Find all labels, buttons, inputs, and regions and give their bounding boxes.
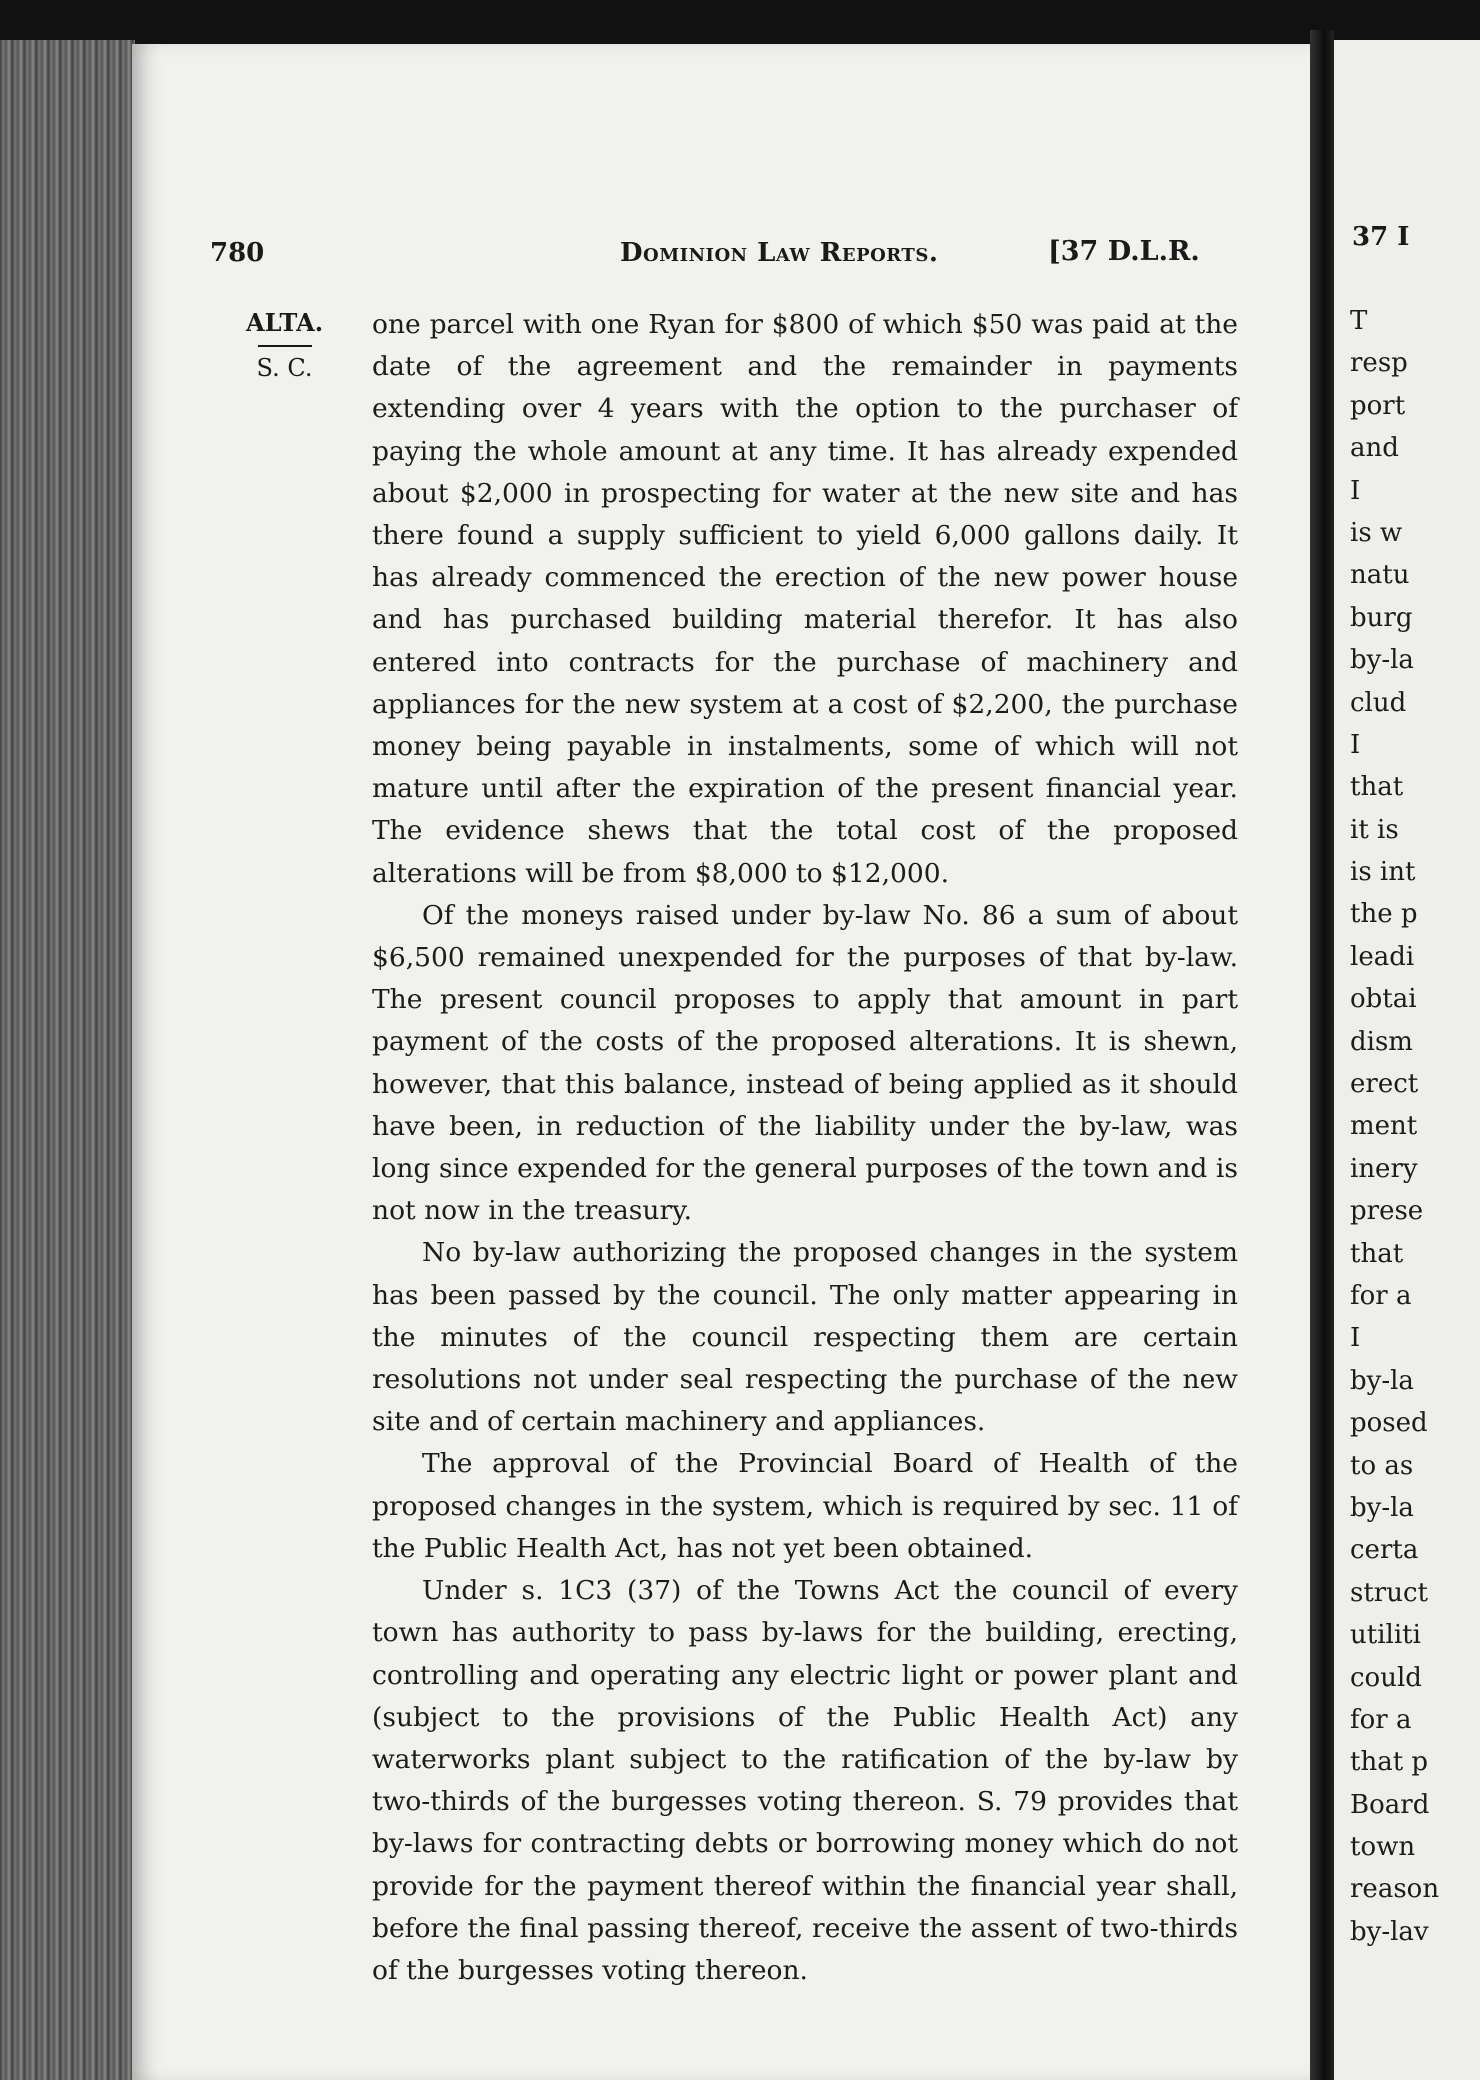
right-line-fragment: that bbox=[1350, 1238, 1404, 1269]
right-line-fragment: is int bbox=[1350, 857, 1416, 888]
right-line-fragment: and bbox=[1350, 433, 1399, 464]
right-line-fragment: for a bbox=[1350, 1704, 1412, 1735]
right-line-fragment: burg bbox=[1350, 602, 1413, 633]
right-page-fragments bbox=[1350, 300, 1439, 1953]
paragraph-2: Of the moneys raised under by-law No. 86 a sum of about $6,500 remained unexpended for the purposes of that by-law. The present council proposes to apply that amount in part payment of the costs of the proposed alterations. It is shewn, however, that this balance, instead of being applied as it should have been, in reduction of the liability under the by-law, was long since expended for the general purposes of the town and is not now in the treasury. bbox=[372, 899, 1238, 1227]
right-line-fragment: town bbox=[1350, 1832, 1416, 1863]
right-line-fragment: I bbox=[1350, 475, 1361, 506]
volume-reference: [37 D.L.R. bbox=[1048, 236, 1200, 267]
right-line-fragment: prese bbox=[1350, 1196, 1424, 1227]
right-line-fragment: dism bbox=[1350, 1026, 1413, 1057]
book-spine-edge bbox=[0, 40, 135, 2080]
paragraph-5: Under s. 1C3 (37) of the Towns Act the council of every town has authority to pass by-laws for the building, erecting, controlling and operating any electric light or power plant and (subject to the provisions of the Public Health Act) any waterworks plant subject to the ratification of the by-law by two-thirds of the burgesses voting thereon. S. 79 provides that by-laws for contracting debts or borrowing money which do not provide for the payment thereof within the financial year shall, before the final passing thereof, receive the assent of two-thirds of the burgesses voting thereon. bbox=[372, 1575, 1238, 1986]
right-line-fragment: resp bbox=[1350, 348, 1408, 379]
paragraph-3: No by-law authorizing the proposed changes in the system has been passed by the council. The only matter appearing in the minutes of the council respecting them are certain resolutions not under seal respecting the purchase of the new site and of certain machinery and appliances. bbox=[372, 1237, 1238, 1438]
right-line-fragment: utiliti bbox=[1350, 1620, 1421, 1651]
right-line-fragment: reason bbox=[1350, 1874, 1440, 1905]
margin-court: S. C. bbox=[256, 354, 313, 382]
right-line-fragment: could bbox=[1350, 1662, 1422, 1693]
paragraph-1: one parcel with one Ryan for $800 of which $50 was paid at the date of the agreement and the remainder in payments extending over 4 years with the option to the purchaser of paying the whole amount at any time. It has already expended about $2,000 in prospecting for water at the new site and has there found a supply sufficient to yield 6,000 gallons daily. It has already commenced the erection of the new power house and has purchased building material therefor. It has also entered into contracts for the purchase of machinery and appliances for the new system at a cost of $2,200, the purchase money being payable in instalments, some of which will not mature until after the expiration of the present financial year. The evidence shews that the total cost of the proposed alterations will be from $8,000 to $12,000. bbox=[372, 309, 1238, 889]
paragraph-4: The approval of the Provincial Board of Health of the proposed changes in the system, which is required by sec. 11 of the Public Health Act, has not yet been obtained. bbox=[372, 1448, 1238, 1564]
book-gutter bbox=[1310, 30, 1334, 2080]
running-head: Dominion Law Reports. bbox=[620, 238, 939, 268]
scan-top-border bbox=[0, 0, 1480, 48]
right-line-fragment: for a bbox=[1350, 1280, 1412, 1311]
right-line-fragment: is w bbox=[1350, 517, 1403, 548]
body-text bbox=[372, 304, 1238, 1992]
right-line-fragment: struct bbox=[1350, 1577, 1428, 1608]
right-line-fragment: by-la bbox=[1350, 1492, 1414, 1523]
margin-rule bbox=[258, 345, 312, 347]
right-line-fragment: certa bbox=[1350, 1535, 1419, 1566]
right-line-fragment: obtai bbox=[1350, 984, 1417, 1015]
right-line-fragment: by-lav bbox=[1350, 1916, 1429, 1947]
right-line-fragment: Board bbox=[1350, 1789, 1430, 1820]
right-line-fragment: erect bbox=[1350, 1069, 1419, 1100]
right-line-fragment: inery bbox=[1350, 1153, 1418, 1184]
right-line-fragment: clud bbox=[1350, 687, 1407, 718]
right-line-fragment: that p bbox=[1350, 1747, 1429, 1778]
right-line-fragment: ment bbox=[1350, 1111, 1418, 1142]
margin-province: ALTA. bbox=[246, 308, 324, 337]
right-line-fragment: natu bbox=[1350, 560, 1410, 591]
margin-note bbox=[246, 308, 323, 382]
right-running-head: 37 I bbox=[1352, 222, 1410, 252]
right-line-fragment: T bbox=[1350, 306, 1368, 336]
right-line-fragment: that bbox=[1350, 772, 1404, 803]
page-number: 780 bbox=[210, 238, 265, 268]
right-line-fragment: I bbox=[1350, 1323, 1361, 1354]
right-line-fragment: it is bbox=[1350, 814, 1399, 845]
right-line-fragment: by-la bbox=[1350, 1365, 1414, 1396]
right-line-fragment: port bbox=[1350, 390, 1406, 421]
right-line-fragment: by-la bbox=[1350, 645, 1414, 676]
right-line-fragment: posed bbox=[1350, 1408, 1428, 1439]
right-line-fragment: to as bbox=[1350, 1450, 1414, 1481]
right-line-fragment: I bbox=[1350, 729, 1361, 760]
right-line-fragment: the p bbox=[1350, 899, 1418, 930]
right-line-fragment: leadi bbox=[1350, 941, 1415, 972]
